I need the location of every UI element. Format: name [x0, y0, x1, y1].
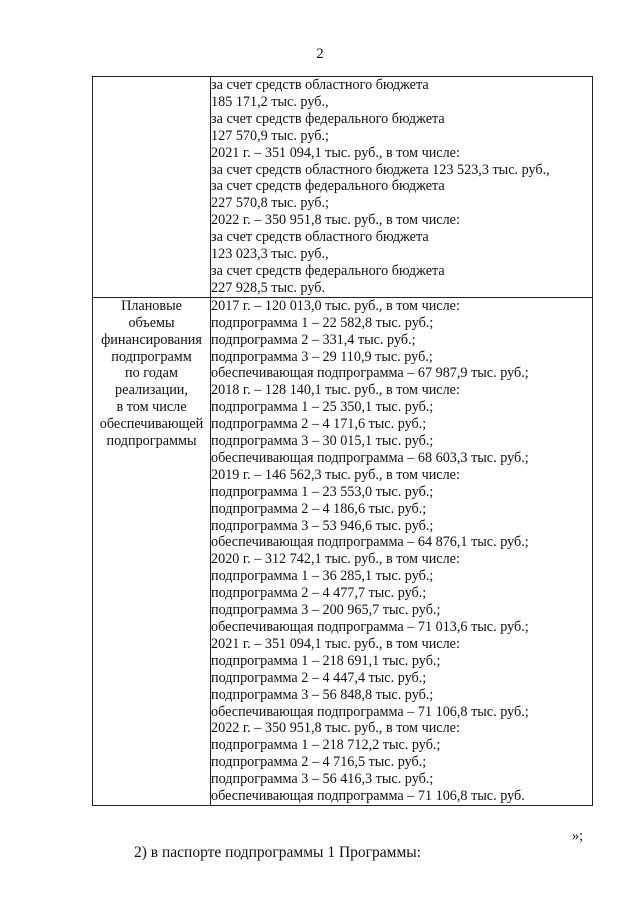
- text-line: 2021 г. – 351 094,1 тыс. руб., в том числе:: [211, 635, 460, 652]
- label-line: обеспечивающей: [99, 416, 204, 433]
- text-line: подпрограмма 3 – 30 015,1 тыс. руб.;: [211, 433, 434, 450]
- text-line: обеспечивающая подпрограмма – 64 876,1 тыс. руб.;: [211, 534, 529, 551]
- label-line: Плановые: [121, 297, 182, 314]
- text-line: 2017 г. – 120 013,0 тыс. руб., в том числе:: [211, 297, 460, 314]
- text-line: 123 023,3 тыс. руб.,: [211, 246, 329, 263]
- text-line: подпрограмма 3 – 200 965,7 тыс. руб.;: [211, 602, 441, 619]
- text-line: обеспечивающая подпрограмма – 67 987,9 тыс. руб.;: [211, 365, 529, 382]
- label-line: финансирования: [101, 331, 202, 348]
- text-line: за счет средств федерального бюджета: [211, 110, 445, 127]
- text-line: подпрограмма 1 – 22 582,8 тыс. руб.;: [211, 314, 434, 331]
- text-line: 2022 г. – 350 951,8 тыс. руб., в том числе:: [211, 720, 460, 737]
- text-line: подпрограмма 1 – 23 553,0 тыс. руб.;: [211, 483, 434, 500]
- closing-quote: »;: [572, 828, 584, 844]
- row-label-cell: [93, 77, 211, 298]
- page-number: 2: [316, 46, 324, 62]
- row-text-cell: [211, 77, 593, 298]
- label-line: подпрограммы: [106, 433, 197, 450]
- text-line: подпрограмма 2 – 4 716,5 тыс. руб.;: [211, 754, 427, 771]
- text-line: подпрограмма 1 – 218 691,1 тыс. руб.;: [211, 652, 441, 669]
- row-text-cell: [211, 297, 593, 805]
- text-line: обеспечивающая подпрограмма – 71 106,8 тыс. руб.: [211, 788, 525, 805]
- row-label-cell: [93, 297, 211, 805]
- text-line: за счет средств федерального бюджета: [211, 178, 445, 195]
- text-line: подпрограмма 2 – 4 186,6 тыс. руб.;: [211, 500, 427, 517]
- text-line: 127 570,9 тыс. руб.;: [211, 127, 329, 144]
- text-line: 2019 г. – 146 562,3 тыс. руб., в том числе:: [211, 466, 460, 483]
- text-line: за счет средств федерального бюджета: [211, 262, 445, 279]
- text-line: за счет средств областного бюджета: [211, 77, 429, 93]
- text-line: подпрограмма 1 – 36 285,1 тыс. руб.;: [211, 568, 434, 585]
- table-row: [93, 297, 593, 805]
- label-line: подпрограмм: [111, 348, 192, 365]
- text-line: 227 570,8 тыс. руб.;: [211, 195, 329, 212]
- text-line: подпрограмма 2 – 331,4 тыс. руб.;: [211, 331, 416, 348]
- text-line: обеспечивающая подпрограмма – 71 013,6 тыс. руб.;: [211, 619, 529, 635]
- label-line: в том числе: [116, 399, 187, 416]
- text-line: 2021 г. – 351 094,1 тыс. руб., в том числе:: [211, 144, 460, 161]
- text-line: подпрограмма 3 – 56 848,8 тыс. руб.;: [211, 686, 434, 703]
- text-line: подпрограмма 3 – 56 416,3 тыс. руб.;: [211, 771, 434, 788]
- label-line: по годам: [125, 365, 178, 382]
- passport-table: [92, 76, 593, 806]
- text-line: подпрограмма 1 – 25 350,1 тыс. руб.;: [211, 399, 434, 416]
- text-line: 2018 г. – 128 140,1 тыс. руб., в том числе:: [211, 382, 460, 399]
- text-line: за счет средств областного бюджета: [211, 229, 429, 246]
- text-line: обеспечивающая подпрограмма – 71 106,8 тыс. руб.;: [211, 703, 529, 720]
- text-line: подпрограмма 2 – 4 477,7 тыс. руб.;: [211, 585, 427, 602]
- text-line: подпрограмма 3 – 29 110,9 тыс. руб.;: [211, 348, 433, 365]
- text-line: 185 171,2 тыс. руб.,: [211, 93, 329, 110]
- text-line: 227 928,5 тыс. руб.: [211, 279, 325, 296]
- label-line: реализации,: [115, 382, 188, 399]
- text-line: обеспечивающая подпрограмма – 68 603,3 тыс. руб.;: [211, 449, 529, 466]
- text-line: подпрограмма 3 – 53 946,6 тыс. руб.;: [211, 517, 434, 534]
- text-line: 2020 г. – 312 742,1 тыс. руб., в том числе:: [211, 551, 460, 568]
- text-line: подпрограмма 1 – 218 712,2 тыс. руб.;: [211, 737, 441, 754]
- text-line: подпрограмма 2 – 4 447,4 тыс. руб.;: [211, 669, 427, 686]
- text-line: подпрограмма 2 – 4 171,6 тыс. руб.;: [211, 416, 427, 433]
- next-list-item: 2) в паспорте подпрограммы 1 Программы:: [134, 844, 421, 861]
- label-line: объемы: [128, 314, 175, 331]
- table-row: [93, 77, 593, 298]
- text-line: 2022 г. – 350 951,8 тыс. руб., в том числе:: [211, 212, 460, 229]
- text-line: за счет средств областного бюджета 123 523,3 тыс. руб.,: [211, 161, 550, 178]
